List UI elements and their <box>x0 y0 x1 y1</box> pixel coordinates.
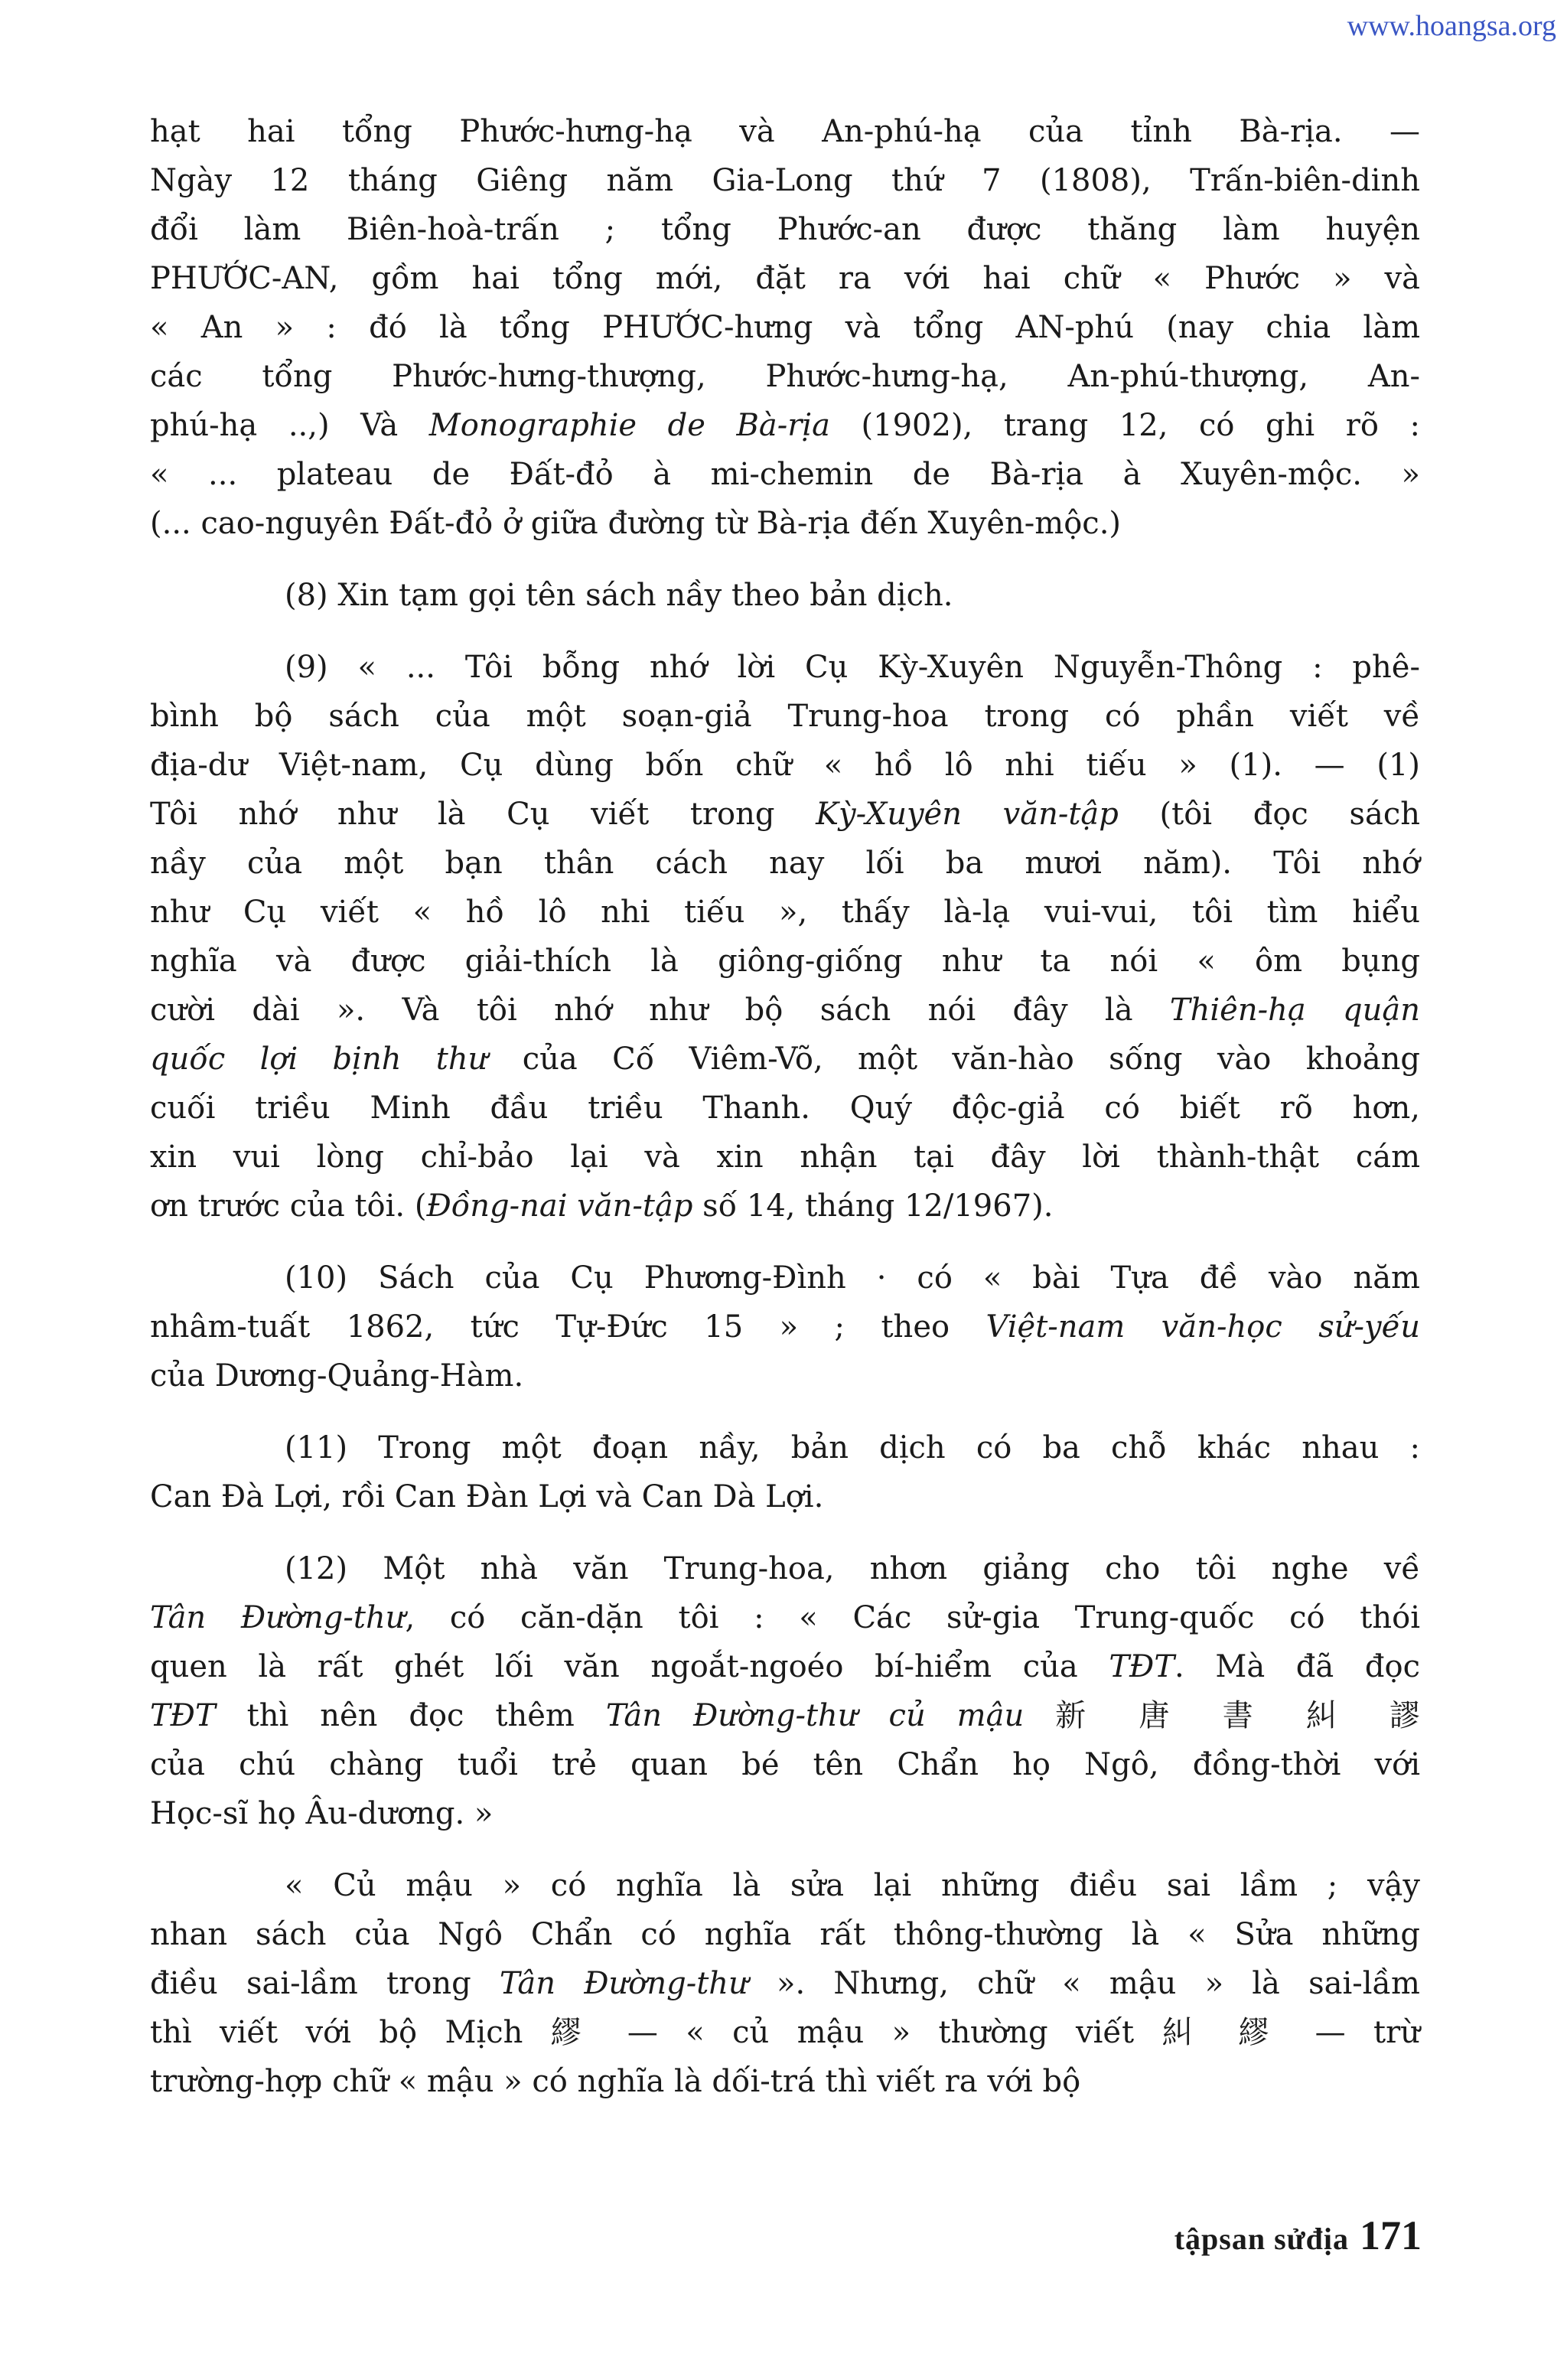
site-url[interactable]: www.hoangsa.org <box>1347 10 1556 42</box>
text-line: nầy của một bạn thân cách nay lối ba mươi năm). Tôi nhớ <box>150 846 1420 881</box>
footnote-11 <box>150 1423 1420 1521</box>
text-line: địa-dư Việt-nam, Cụ dùng bốn chữ « hồ lô nhi tiếu » (1). — (1) <box>150 748 1420 783</box>
text-line: của Dương-Quảng-Hàm. <box>150 1358 524 1394</box>
text-line: nghĩa và được giải-thích là giông-giống như ta nói « ôm bụng <box>150 944 1420 979</box>
text-line: Can Đà Lợi, rồi Can Đàn Lợi và Can Dà Lợi. <box>150 1479 824 1514</box>
text-line: xin vui lòng chỉ-bảo lại và xin nhận tại đây lời thành-thật cám <box>150 1139 1420 1175</box>
text-line: nhan sách của Ngô Chẩn có nghĩa rất thông-thường là « Sửa những <box>150 1917 1420 1952</box>
footnote-10 <box>150 1254 1420 1400</box>
text-line: (10) Sách của Cụ Phương-Đình · có « bài Tựa đề vào năm <box>285 1260 1420 1296</box>
text-line: (... cao-nguyên Đất-đỏ ở giữa đường từ Bà-rịa đến Xuyên-mộc.) <box>150 506 1122 541</box>
text-line: Ngày 12 tháng Giêng năm Gia-Long thứ 7 (1808), Trấn-biên-dinh <box>150 163 1420 198</box>
page-body <box>150 107 1420 2106</box>
text-line: Tân Đường-thư, có căn-dặn tôi : « Các sử-gia Trung-quốc có thói <box>150 1600 1420 1635</box>
paragraph-continuation <box>150 107 1420 548</box>
text-line: (12) Một nhà văn Trung-hoa, nhơn giảng cho tôi nghe về <box>285 1551 1420 1586</box>
text-line: cuối triều Minh đầu triều Thanh. Quý độc-giả có biết rõ hơn, <box>150 1091 1420 1126</box>
text-line: quen là rất ghét lối văn ngoắt-ngoéo bí-hiểm của TĐT. Mà đã đọc <box>150 1649 1420 1684</box>
text-line: (9) « ... Tôi bỗng nhớ lời Cụ Kỳ-Xuyên Nguyễn-Thông : phê- <box>285 650 1420 685</box>
text-line: bình bộ sách của một soạn-giả Trung-hoa trong có phần viết về <box>150 699 1420 734</box>
text-line: « ... plateau de Đất-đỏ à mi-chemin de Bà-rịa à Xuyên-mộc. » <box>150 457 1420 492</box>
text-line: cười dài ». Và tôi nhớ như bộ sách nói đây là Thiên-hạ quận <box>150 993 1421 1028</box>
text-line: nhâm-tuất 1862, tức Tự-Đức 15 » ; theo Việt-nam văn-học sử-yếu <box>150 1309 1420 1345</box>
text-line: hạt hai tổng Phước-hưng-hạ và An-phú-hạ của tỉnh Bà-rịa. — <box>150 114 1420 149</box>
text-line: như Cụ viết « hồ lô nhi tiếu », thấy là-lạ vui-vui, tôi tìm hiểu <box>150 895 1420 930</box>
text-line: Tôi nhớ như là Cụ viết trong Kỳ-Xuyên văn-tập (tôi đọc sách <box>150 797 1420 832</box>
page-number: 171 <box>1360 2212 1422 2258</box>
text-line: đổi làm Biên-hoà-trấn ; tổng Phước-an được thăng làm huyện <box>150 212 1420 247</box>
text-line: (11) Trong một đoạn nầy, bản dịch có ba chỗ khác nhau : <box>285 1430 1420 1465</box>
text-line: « Củ mậu » có nghĩa là sửa lại những điều sai lầm ; vậy <box>285 1868 1420 1903</box>
text-line: quốc lợi bịnh thư của Cố Viêm-Võ, một văn-hào sống vào khoảng <box>150 1042 1421 1077</box>
text-line: (8) Xin tạm gọi tên sách nầy theo bản dịch. <box>285 578 953 613</box>
text-line: « An » : đó là tổng PHƯỚC-hưng và tổng AN-phú (nay chia làm <box>150 310 1420 345</box>
paragraph-cu-mau <box>150 1861 1420 2106</box>
text-line: phú-hạ ..,) Và Monographie de Bà-rịa (1902), trang 12, có ghi rõ : <box>150 408 1421 443</box>
text-line: trường-hợp chữ « mậu » có nghĩa là dối-trá thì viết ra với bộ <box>150 2064 1081 2099</box>
text-line: điều sai-lầm trong Tân Đường-thư ». Nhưng, chữ « mậu » là sai-lầm <box>150 1966 1420 2001</box>
text-line: của chú chàng tuổi trẻ quan bé tên Chẩn họ Ngô, đồng-thời với <box>150 1747 1420 1782</box>
text-line: các tổng Phước-hưng-thượng, Phước-hưng-hạ, An-phú-thượng, An- <box>150 359 1420 394</box>
magazine-name: tậpsan sửđịa <box>1174 2222 1349 2256</box>
text-line: PHƯỚC-AN, gồm hai tổng mới, đặt ra với hai chữ « Phước » và <box>150 261 1420 296</box>
text-line: TĐT thì nên đọc thêm Tân Đường-thư củ mậu 新 唐 書 糾 謬 <box>150 1698 1421 1733</box>
footnote-8 <box>150 571 1420 620</box>
footnote-12 <box>150 1544 1420 1838</box>
text-line: Học-sĩ họ Âu-dương. » <box>150 1796 494 1831</box>
footnote-9 <box>150 643 1420 1231</box>
text-line: thì viết với bộ Mịch 繆 — « củ mậu » thường viết 糾 繆 — trừ <box>150 2015 1420 2050</box>
page-footer <box>1174 2212 1422 2259</box>
text-line: ơn trước của tôi. (Đồng-nai văn-tập số 14, tháng 12/1967). <box>150 1188 1054 1224</box>
